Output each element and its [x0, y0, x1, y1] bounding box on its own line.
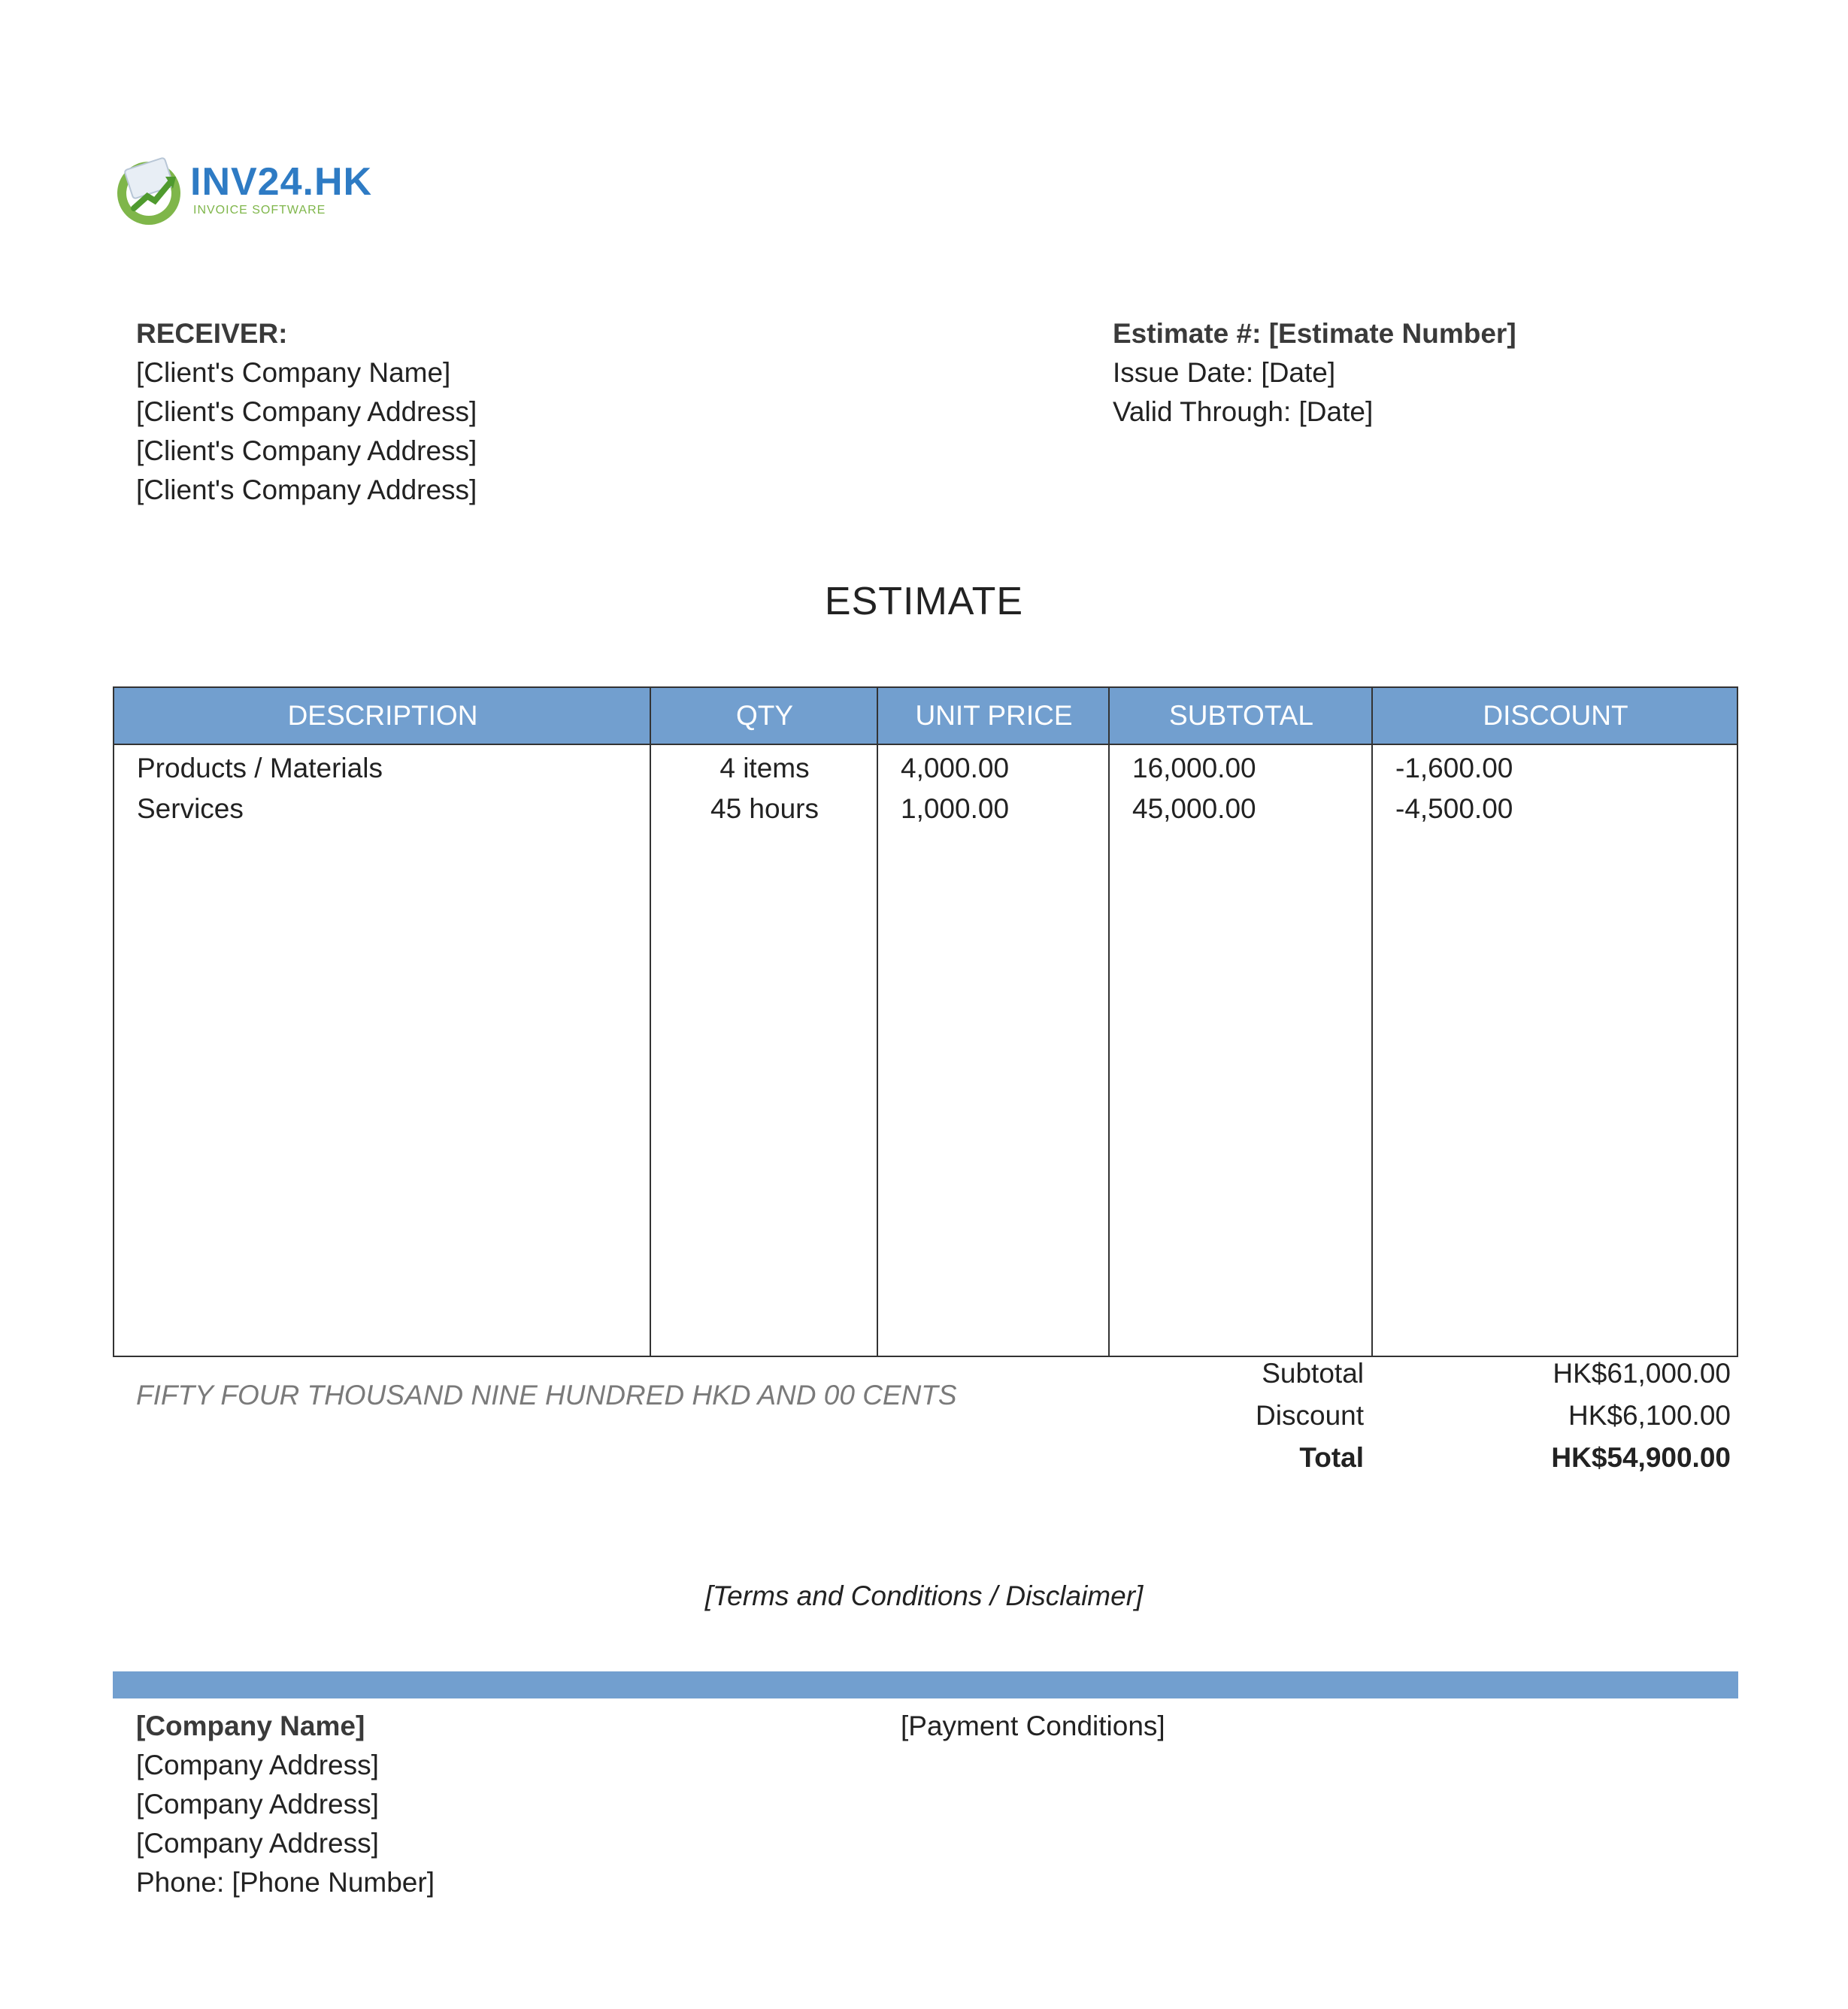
- receiver-line: [Client's Company Address]: [136, 396, 477, 427]
- logo-brand: INV24.HK: [190, 160, 373, 204]
- payment-conditions-block: [901, 1707, 1165, 1746]
- receiver-line: [Client's Company Address]: [136, 474, 477, 505]
- total-value: HK$54,900.00: [1551, 1442, 1731, 1473]
- row-1-subtotal: 16,000.00: [1132, 753, 1256, 783]
- column-divider: [1371, 688, 1373, 1356]
- row-1-discount: -1,600.00: [1395, 753, 1513, 783]
- column-header-unit-price: UNIT PRICE: [915, 700, 1073, 731]
- company-block: [136, 1707, 435, 1902]
- row-2-discount: -4,500.00: [1395, 793, 1513, 824]
- company-logo: [113, 154, 195, 229]
- company-name: [Company Name]: [136, 1711, 365, 1741]
- company-line: [Company Address]: [136, 1789, 379, 1820]
- subtotal-value: HK$61,000.00: [1553, 1358, 1731, 1389]
- document-title: ESTIMATE: [824, 580, 1024, 623]
- footer-bar: [113, 1671, 1738, 1698]
- company-line: [Company Address]: [136, 1750, 379, 1780]
- row-2-qty: 45 hours: [710, 793, 819, 824]
- column-header-qty: QTY: [735, 700, 794, 731]
- total-label: Total: [1299, 1442, 1364, 1473]
- issue-date: Issue Date: [Date]: [1113, 357, 1336, 388]
- estimate-number: Estimate #: [Estimate Number]: [1113, 318, 1516, 349]
- estimate-table: [113, 686, 1738, 1357]
- row-1-description: Products / Materials: [137, 753, 383, 783]
- column-header-description: DESCRIPTION: [287, 700, 478, 731]
- receiver-block: [136, 314, 477, 510]
- row-1-unit-price: 4,000.00: [901, 753, 1010, 783]
- amount-in-words: FIFTY FOUR THOUSAND NINE HUNDRED HKD AND 00 CENTS: [136, 1380, 957, 1411]
- receiver-line: [Client's Company Name]: [136, 357, 451, 388]
- estimate-meta: [1113, 314, 1516, 432]
- receiver-line: [Client's Company Address]: [136, 435, 477, 466]
- logo-tagline: INVOICE SOFTWARE: [193, 204, 326, 217]
- row-2-subtotal: 45,000.00: [1132, 793, 1256, 824]
- company-line: [Company Address]: [136, 1828, 379, 1859]
- discount-label: Discount: [1256, 1400, 1364, 1431]
- column-header-discount: DISCOUNT: [1483, 700, 1628, 731]
- column-header-subtotal: SUBTOTAL: [1169, 700, 1313, 731]
- subtotal-label: Subtotal: [1262, 1358, 1364, 1389]
- row-2-description: Services: [137, 793, 244, 824]
- row-1-qty: 4 items: [720, 753, 810, 783]
- company-phone: Phone: [Phone Number]: [136, 1867, 435, 1898]
- terms-disclaimer: [Terms and Conditions / Disclaimer]: [704, 1580, 1144, 1611]
- table-header: [114, 688, 1737, 745]
- valid-through: Valid Through: [Date]: [1113, 396, 1374, 427]
- discount-value: HK$6,100.00: [1568, 1400, 1731, 1431]
- column-divider: [1108, 688, 1110, 1356]
- row-2-unit-price: 1,000.00: [901, 793, 1010, 824]
- payment-conditions: [Payment Conditions]: [901, 1711, 1165, 1741]
- receiver-label: RECEIVER:: [136, 318, 288, 349]
